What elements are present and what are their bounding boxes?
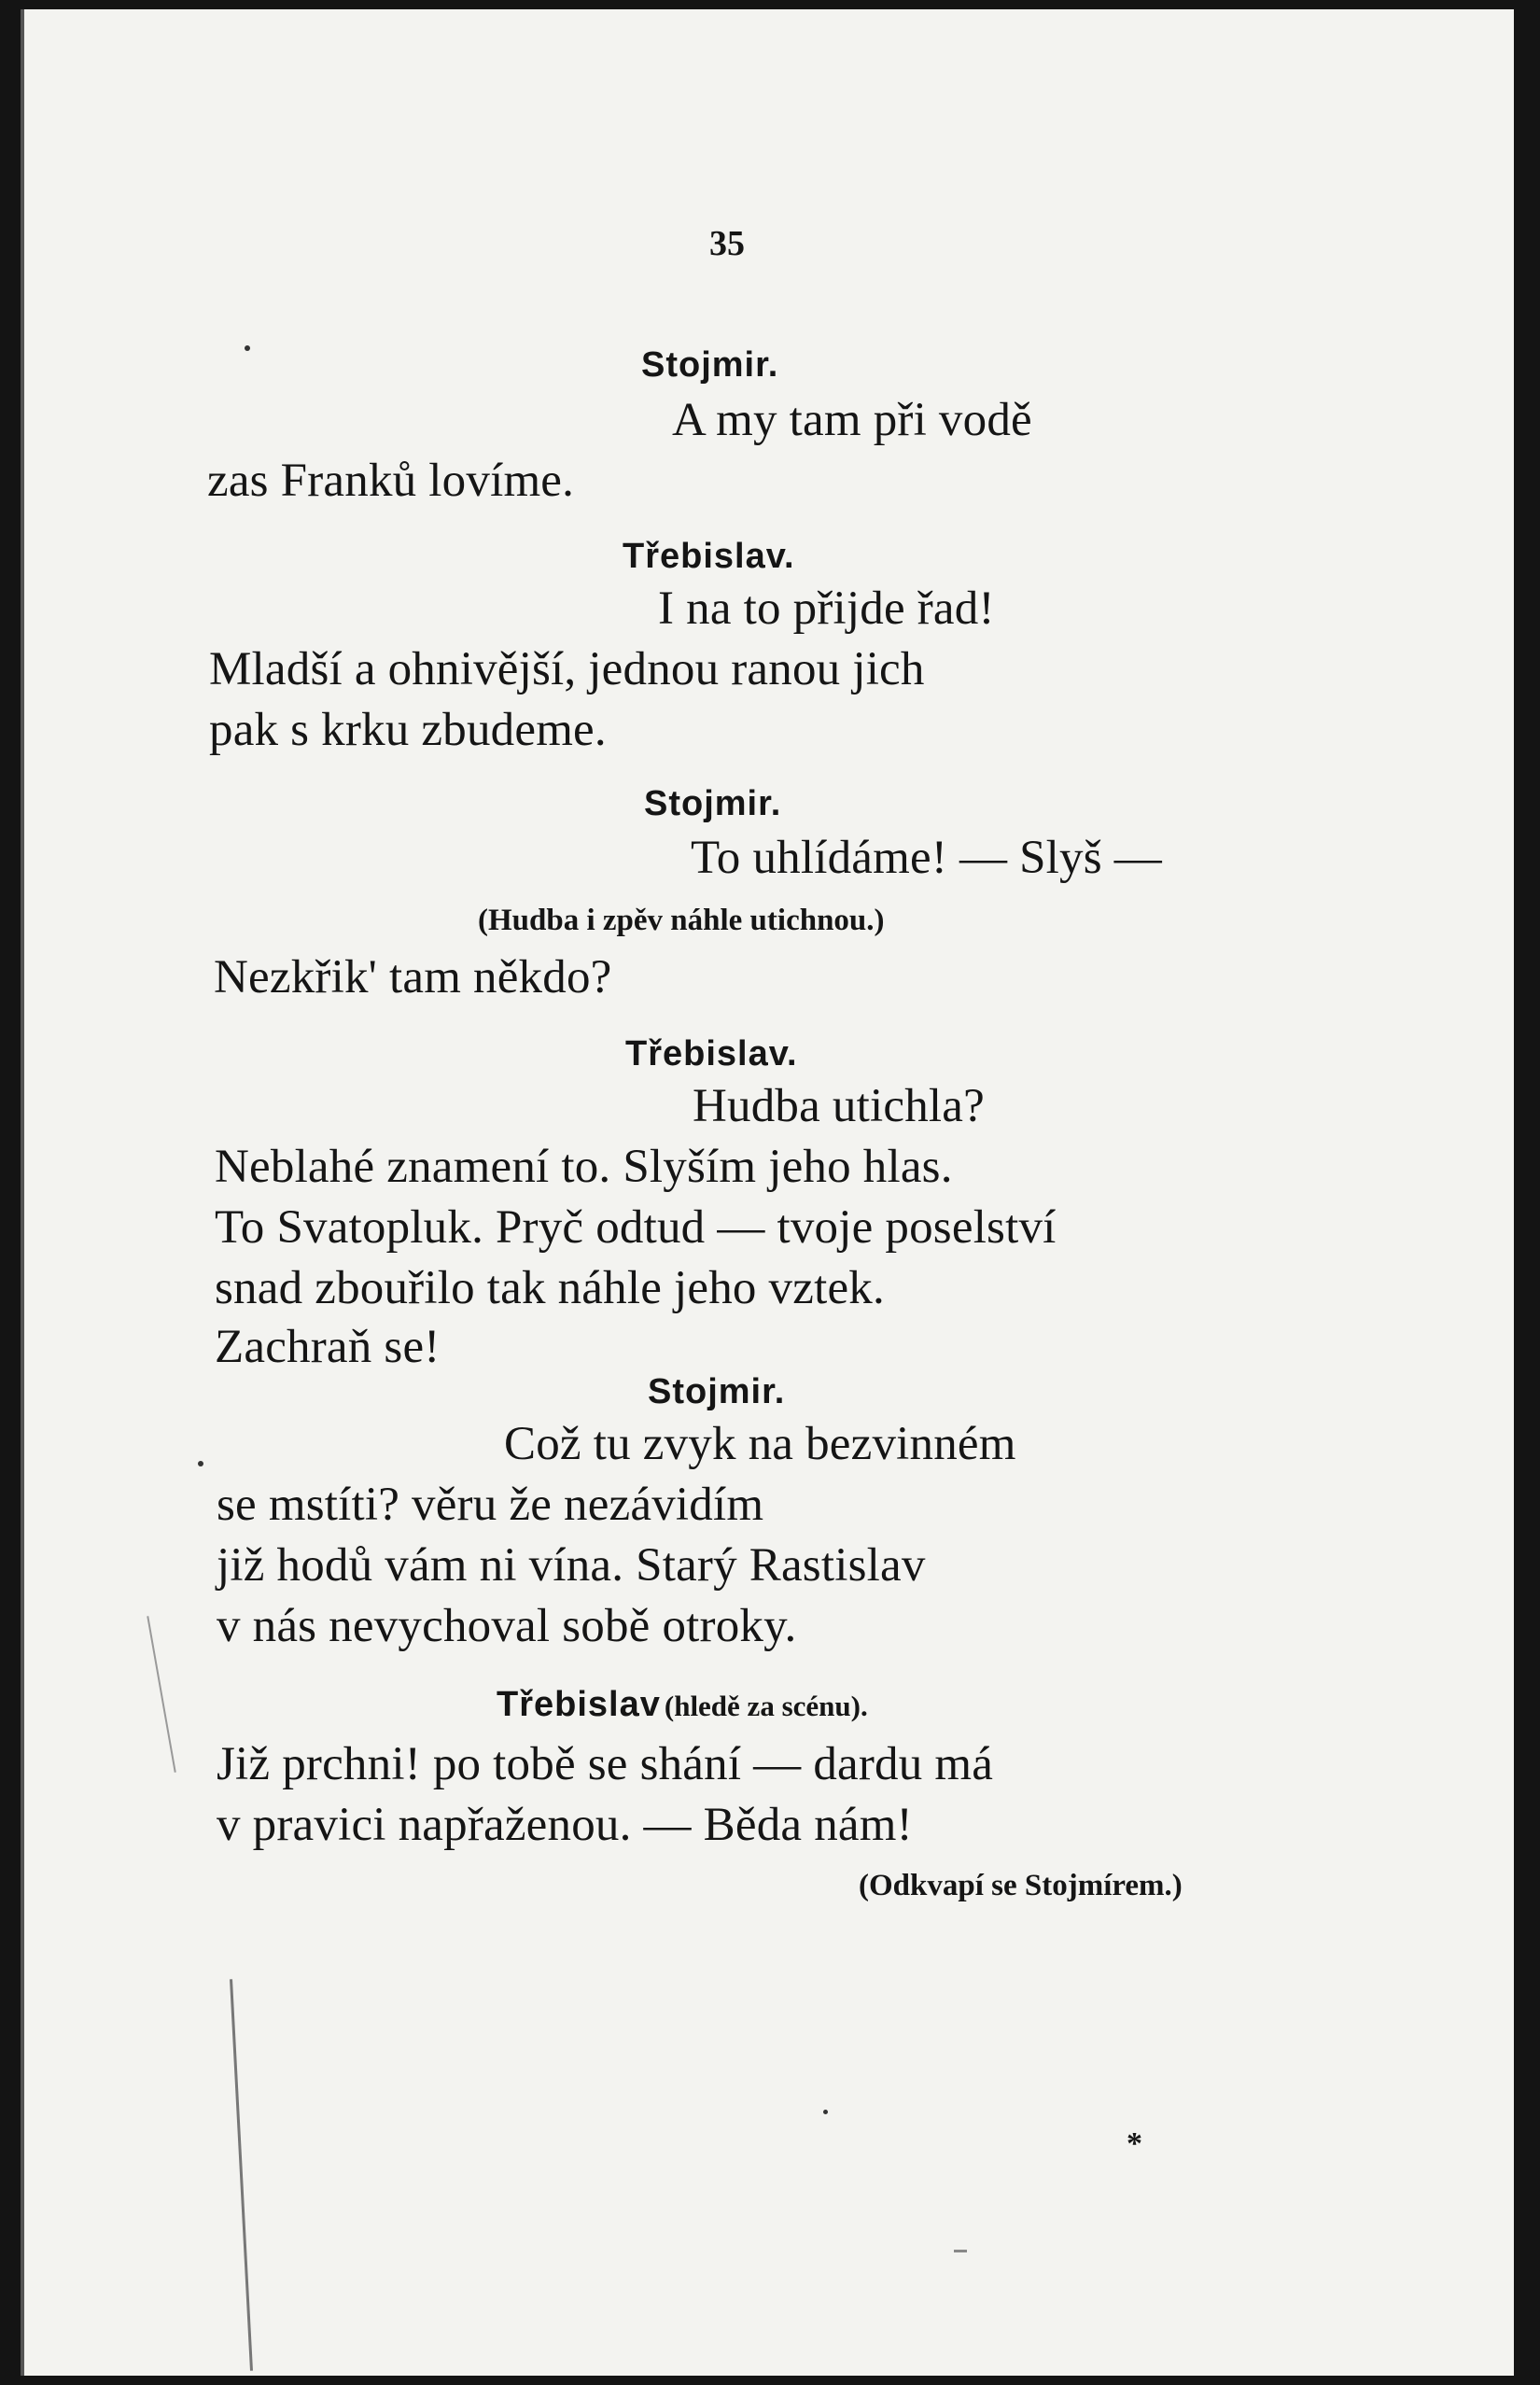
ornament-asterisk: * [1127, 2126, 1142, 2161]
scan-speck [823, 2110, 828, 2114]
verse-line: Mladší a ohnivější, jednou ranou jich [209, 643, 925, 695]
verse-line: I na to přijde řad! [658, 582, 995, 635]
speaker-name: Třebislav [497, 1685, 661, 1724]
verse-line: Nezkřik' tam někdo? [214, 951, 612, 1003]
stage-direction: (Hudba i zpěv náhle utichnou.) [478, 904, 885, 937]
speaker-name: Stojmir. [648, 1372, 786, 1411]
stage-direction: (Odkvapí se Stojmírem.) [859, 1869, 1183, 1902]
verse-line: pak s krku zbudeme. [209, 704, 607, 756]
verse-line: již hodů vám ni vína. Starý Rastislav [217, 1539, 926, 1592]
stage-direction: (hledě za scénu). [664, 1690, 868, 1722]
page-left-edge-shadow [21, 9, 24, 2376]
verse-line: Hudba utichla? [693, 1080, 985, 1132]
verse-line: v nás nevychoval sobě otroky. [217, 1600, 797, 1652]
verse-line: Zachraň se! [215, 1321, 441, 1373]
scan-speck [245, 345, 250, 351]
verse-line: To Svatopluk. Pryč odtud — tvoje poselství [215, 1201, 1057, 1254]
book-page [21, 9, 1514, 2376]
verse-line: To uhlídáme! — Slyš — [691, 832, 1162, 884]
speaker-name: Stojmir. [641, 345, 779, 385]
speaker-name: Třebislav. [623, 537, 795, 576]
verse-line: Již prchni! po tobě se shání — dardu má [217, 1738, 994, 1790]
speaker-line [497, 1687, 868, 1722]
verse-line: A my tam při vodě [672, 394, 1032, 446]
scan-scratch [954, 2250, 967, 2252]
speaker-name: Stojmir. [644, 784, 782, 823]
verse-line: Což tu zvyk na bezvinném [504, 1418, 1016, 1470]
scan-speck [198, 1461, 203, 1466]
verse-line: Neblahé znamení to. Slyším jeho hlas. [215, 1141, 953, 1193]
page-number: 35 [709, 224, 745, 263]
speaker-name: Třebislav. [625, 1034, 798, 1073]
verse-line: v pravici napřaženou. — Běda nám! [217, 1799, 913, 1851]
scan-scratch [147, 1616, 175, 1773]
verse-line: snad zbouřilo tak náhle jeho vztek. [215, 1262, 885, 1314]
verse-line: zas Franků lovíme. [207, 455, 575, 507]
verse-line: se mstíti? věru že nezávidím [217, 1479, 764, 1531]
scan-scratch [230, 1979, 253, 2371]
